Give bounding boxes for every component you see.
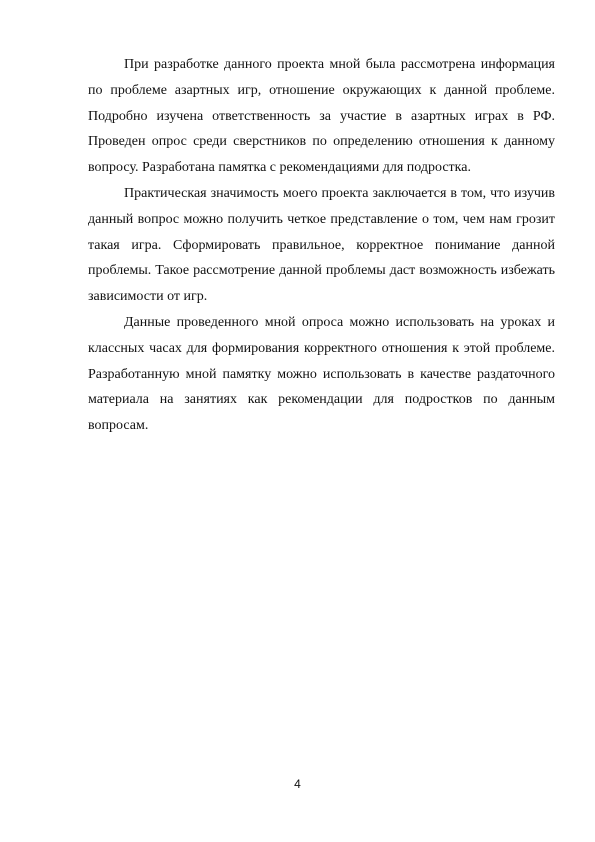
text-line: Проведен опрос среди сверстников по определению отношения к данному [88, 134, 555, 150]
text-line: материала на занятиях как рекомендации для подростков по данным [88, 392, 555, 408]
text-line: вопросу. Разработана памятка с рекомендациями для подростка. [88, 160, 471, 176]
text-line: вопросам. [88, 418, 149, 434]
page-number: 4 [294, 777, 301, 791]
text-line: При разработке данного проекта мной была рассмотрена информация [124, 57, 555, 72]
text-line: Подробно изучена ответственность за участие в азартных играх в РФ. [88, 108, 555, 124]
text-line: Разработанную мной памятку можно использовать в качестве раздаточного [88, 366, 555, 382]
text-line: данный вопрос можно получить четкое представление о том, чем нам грозит [88, 211, 555, 227]
text-line: Практическая значимость моего проекта заключается в том, что изучив [124, 185, 555, 201]
text-line: проблемы. Такое рассмотрение данной проблемы даст возможность избежать [88, 263, 555, 279]
paragraph-1 [88, 52, 555, 181]
paragraph-2 [88, 181, 555, 310]
text-line: по проблеме азартных игр, отношение окружающих к данной проблеме. [88, 82, 555, 98]
paragraph-3 [88, 310, 555, 439]
text-line: классных часах для формирования корректного отношения к этой проблеме. [88, 340, 555, 356]
text-line: зависимости от игр. [88, 289, 208, 305]
text-line: Данные проведенного мной опроса можно использовать на уроках и [124, 314, 555, 330]
body-text [88, 52, 555, 439]
text-line: такая игра. Сформировать правильное, корректное понимание данной [88, 237, 555, 253]
